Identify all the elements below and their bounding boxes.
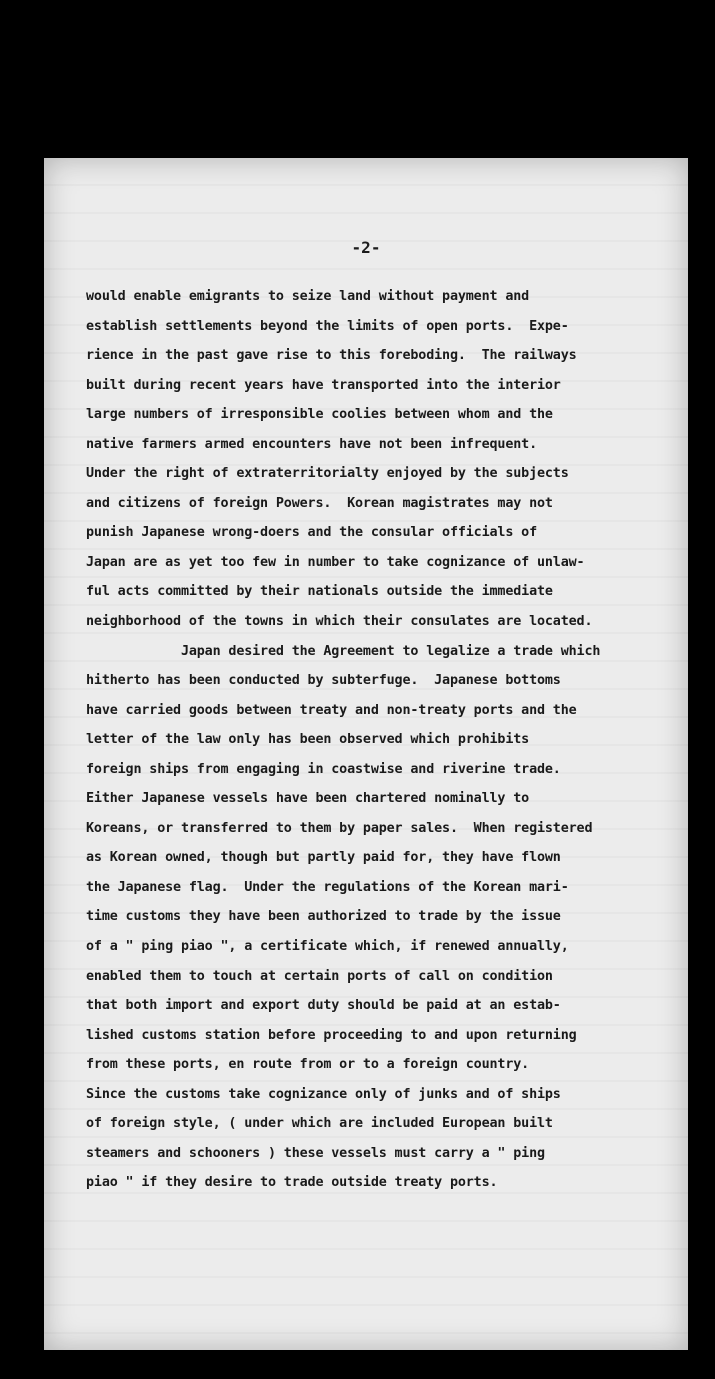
text-line: from these ports, en route from or to a foreign country. xyxy=(86,1057,530,1073)
page-number: -2- xyxy=(351,238,381,257)
text-line: that both import and export duty should be paid at an estab- xyxy=(86,998,561,1014)
text-line: Either Japanese vessels have been chartered nominally to xyxy=(86,791,530,807)
text-line: would enable emigrants to seize land without payment and xyxy=(86,289,530,304)
text-line: the Japanese flag. Under the regulations of the Korean mari- xyxy=(86,879,569,895)
text-line: neighborhood of the towns in which their consulates are located. xyxy=(86,614,593,630)
text-line: Japan are as yet too few in number to take cognizance of unlaw- xyxy=(86,554,585,570)
text-line: rience in the past gave rise to this foreboding. The railways xyxy=(86,348,577,364)
text-line: built during recent years have transported into the interior xyxy=(86,377,561,393)
text-line: of a " ping piao ", a certificate which, if renewed annually, xyxy=(86,939,569,955)
text-line: and citizens of foreign Powers. Korean magistrates may not xyxy=(86,495,553,511)
text-line: native farmers armed encounters have not been infrequent. xyxy=(86,436,537,452)
text-line: Japan desired the Agreement to legalize a trade which xyxy=(86,643,601,659)
text-line: foreign ships from engaging in coastwise and riverine trade. xyxy=(86,761,561,777)
text-line: piao " if they desire to trade outside treaty ports. xyxy=(86,1175,498,1191)
text-line: establish settlements beyond the limits of open ports. Expe- xyxy=(86,318,569,334)
text-line: hitherto has been conducted by subterfuge. Japanese bottoms xyxy=(86,673,561,689)
body-text xyxy=(86,282,686,1198)
document-page xyxy=(44,158,688,1350)
text-line: large numbers of irresponsible coolies between whom and the xyxy=(86,407,553,423)
text-line: Koreans, or transferred to them by paper sales. When registered xyxy=(86,820,593,836)
text-line: punish Japanese wrong-doers and the consular officials of xyxy=(86,525,537,541)
text-line: steamers and schooners ) these vessels must carry a " ping xyxy=(86,1145,545,1161)
text-line: as Korean owned, though but partly paid for, they have flown xyxy=(86,850,561,866)
text-line: Under the right of extraterritorialty enjoyed by the subjects xyxy=(86,466,569,482)
text-line: time customs they have been authorized to trade by the issue xyxy=(86,909,561,925)
text-line: Since the customs take cognizance only of junks and of ships xyxy=(86,1086,561,1102)
text-line: have carried goods between treaty and non-treaty ports and the xyxy=(86,702,577,718)
text-line: enabled them to touch at certain ports of call on condition xyxy=(86,968,553,984)
text-line: of foreign style, ( under which are included European built xyxy=(86,1116,553,1132)
text-line: letter of the law only has been observed which prohibits xyxy=(86,732,530,748)
text-line: lished customs station before proceeding to and upon returning xyxy=(86,1027,577,1043)
text-line: ful acts committed by their nationals outside the immediate xyxy=(86,584,553,600)
